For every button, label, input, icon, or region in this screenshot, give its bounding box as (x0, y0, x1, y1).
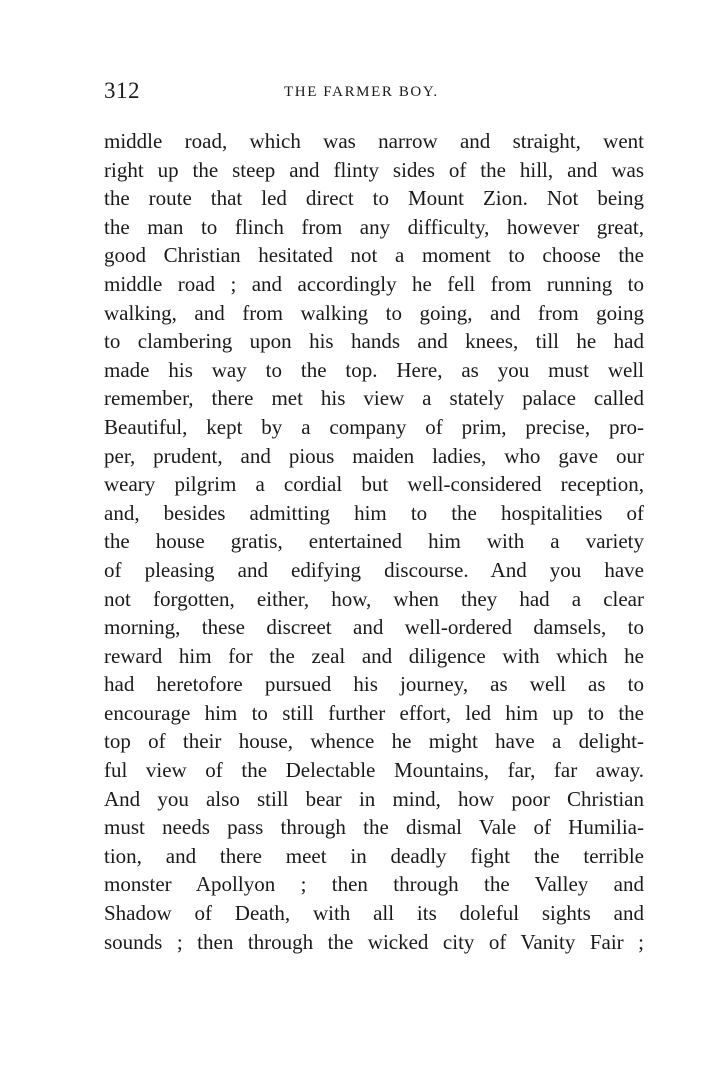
text-line: reward him for the zeal and diligence with which he (104, 643, 644, 668)
text-line: and, besides admitting him to the hospitalities of (104, 500, 644, 525)
text-line: right up the steep and flinty sides of the hill, and was (104, 157, 644, 182)
text-line: tion, and there meet in deadly fight the terrible (104, 843, 644, 868)
text-line: walking, and from walking to going, and from going (104, 300, 644, 325)
text-line: monster Apollyon ; then through the Valley and (104, 872, 644, 897)
body-text (104, 127, 644, 956)
text-line: remember, there met his view a stately palace called (104, 386, 644, 411)
running-title: THE FARMER BOY. (284, 84, 439, 100)
text-line: weary pilgrim a cordial but well-considered reception, (104, 472, 644, 497)
text-line: sounds ; then through the wicked city of Vanity Fair ; (104, 929, 644, 954)
text-line: ful view of the Delectable Mountains, far, far away. (104, 758, 644, 783)
text-line: morning, these discreet and well-ordered damsels, to (104, 615, 644, 640)
text-line: Shadow of Death, with all its doleful sights and (104, 901, 644, 926)
text-line: must needs pass through the dismal Vale of Humilia- (104, 815, 644, 840)
text-line: the house gratis, entertained him with a variety (104, 529, 644, 554)
text-line: of pleasing and edifying discourse. And you have (104, 557, 644, 582)
text-line: to clambering upon his hands and knees, till he had (104, 329, 644, 354)
text-line: Beautiful, kept by a company of prim, precise, pro- (104, 414, 644, 439)
text-line: had heretofore pursued his journey, as well as to (104, 672, 644, 697)
text-line: middle road, which was narrow and straight, went (104, 129, 644, 153)
page-number: 312 (104, 78, 140, 103)
text-line: middle road ; and accordingly he fell from running to (104, 271, 644, 296)
text-line: And you also still bear in mind, how poor Christian (104, 786, 644, 811)
text-line: not forgotten, either, how, when they had a clear (104, 586, 644, 611)
running-head (104, 78, 644, 108)
text-line: made his way to the top. Here, as you must well (104, 357, 644, 382)
text-line: the man to flinch from any difficulty, however great, (104, 214, 644, 239)
text-line: good Christian hesitated not a moment to choose the (104, 243, 644, 268)
text-line: top of their house, whence he might have a delight- (104, 729, 644, 754)
text-line: encourage him to still further effort, led him up to the (104, 700, 644, 725)
text-line: per, prudent, and pious maiden ladies, who gave our (104, 443, 644, 468)
text-line: the route that led direct to Mount Zion. Not being (104, 186, 644, 211)
